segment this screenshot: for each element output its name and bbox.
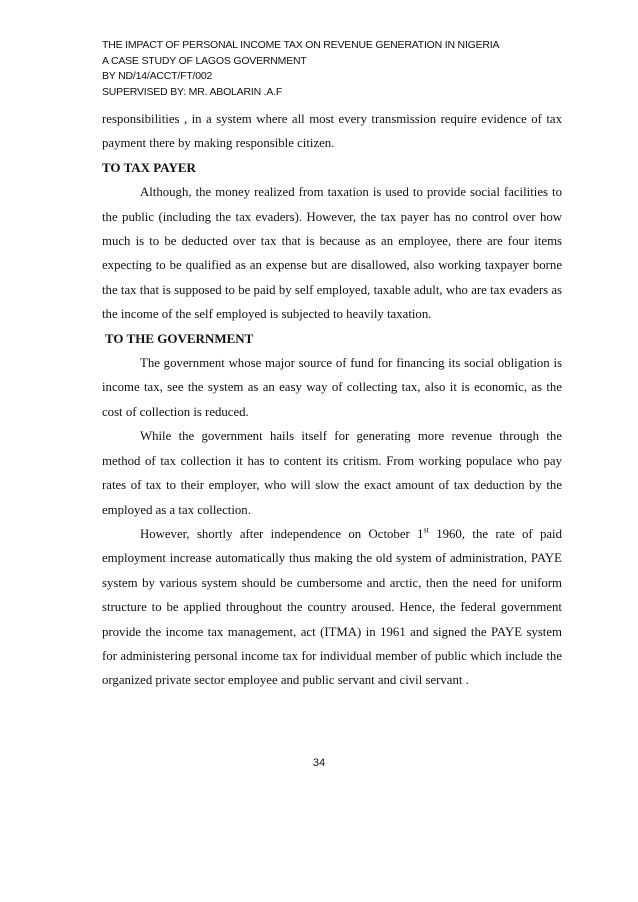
- section-heading-tax-payer: TO TAX PAYER: [102, 159, 196, 175]
- header-case-study-line: A CASE STUDY OF LAGOS GOVERNMENT: [102, 54, 307, 67]
- header-title-line: THE IMPACT OF PERSONAL INCOME TAX ON REVENUE GENERATION IN NIGERIA: [102, 39, 500, 51]
- running-header: [102, 38, 572, 100]
- government-paragraph-2: While the government hails itself for generating more revenue through the method of tax collection it has to content its critism. From working populace who pay rates of tax to their employer, who will slow the exact amount of tax deduction by the employed as a tax collection.: [102, 429, 562, 517]
- government-paragraph-3: [102, 522, 562, 693]
- intro-paragraph: responsibilities , in a system where all most every transmission require evidence of tax payment there by making responsible citizen.: [102, 112, 562, 151]
- paragraph-3-rest-text: 1960, the rate of paid employment increase automatically thus making the old system of administration, PAYE system by various system should be cumbersome and arctic, then the need for uniform structure to be applied throughout the country aroused. Hence, the federal government provide the income tax management, act (ITMA) in 1961 and signed the PAYE system for administering personal income tax for individual member of public which include the organized private sector employee and public servant and civil servant .: [102, 526, 562, 688]
- ordinal-superscript: st: [423, 525, 429, 535]
- paragraph-3-lead-text: However, shortly after independence on October 1: [140, 526, 424, 541]
- header-student-id-line: BY ND/14/ACCT/FT/002: [102, 70, 213, 82]
- government-paragraph-1: The government whose major source of fund for financing its social obligation is income tax, see the system as an easy way of collecting tax, also it is economic, as the cost of collection is reduced.: [102, 356, 562, 419]
- tax-payer-paragraph: Although, the money realized from taxation is used to provide social facilities to the public (including the tax evaders). However, the tax payer has no control over how much is to be deducted over tax that is because as an employee, there are four items expecting to be qualified as an expense but are disallowed, also working taxpayer borne the tax that is supposed to be paid by self employed, taxable adult, who are tax evaders as the income of the self employed is subjected to heavily taxation.: [102, 185, 562, 322]
- page-number: 34: [312, 757, 326, 769]
- body-text: [102, 107, 562, 693]
- header-supervisor-line: SUPERVISED BY: MR. ABOLARIN .A.F: [102, 85, 283, 98]
- section-heading-government: TO THE GOVERNMENT: [105, 330, 254, 346]
